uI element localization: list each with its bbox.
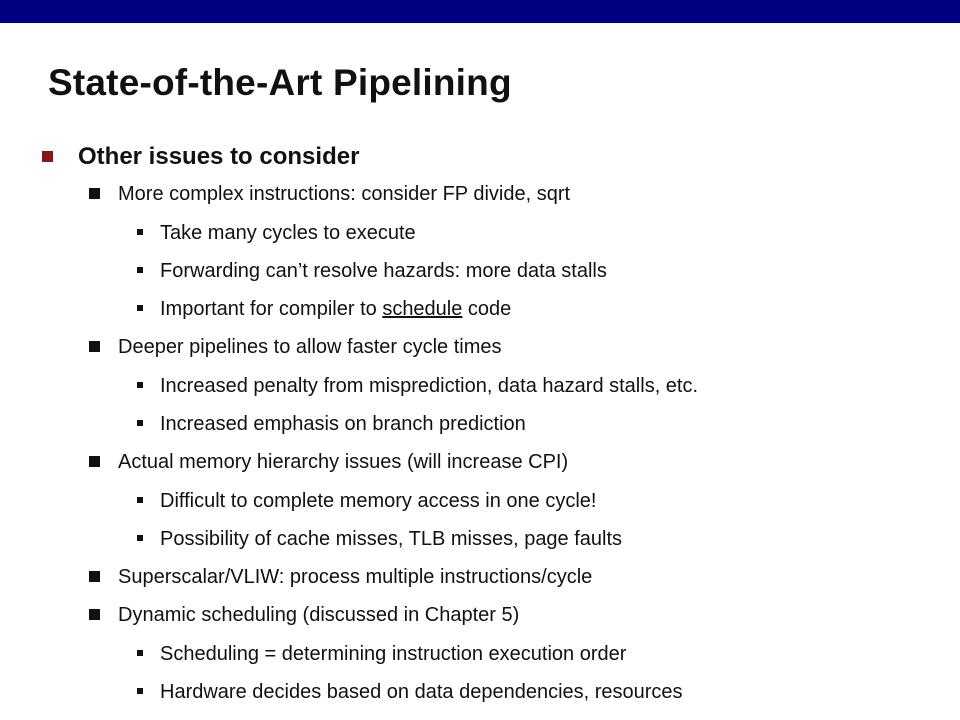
square-bullet-icon <box>137 229 143 235</box>
square-bullet-icon <box>137 497 143 503</box>
square-bullet-icon <box>137 535 143 541</box>
bullet-item: Superscalar/VLIW: process multiple instructions/cycle <box>118 566 593 588</box>
bullet-item: Actual memory hierarchy issues (will increase CPI) <box>118 451 569 473</box>
sub-bullet-item: Scheduling = determining instruction execution order <box>160 643 627 665</box>
sub-bullet-item: Increased emphasis on branch prediction <box>160 413 526 435</box>
top-banner-bar <box>0 0 960 23</box>
square-bullet-icon <box>137 420 143 426</box>
square-bullet-icon <box>137 267 143 273</box>
square-bullet-icon <box>89 341 100 352</box>
slide-title: State-of-the-Art Pipelining <box>48 62 512 103</box>
square-bullet-icon <box>89 609 100 620</box>
bullet-item: More complex instructions: consider FP divide, sqrt <box>118 183 571 205</box>
sub-bullet-item <box>160 299 511 319</box>
square-bullet-icon <box>137 650 143 656</box>
square-bullet-icon <box>89 456 100 467</box>
sub-bullet-item: Increased penalty from misprediction, data hazard stalls, etc. <box>160 375 699 397</box>
bullet-item: Deeper pipelines to allow faster cycle times <box>118 336 502 358</box>
bullet-item: Dynamic scheduling (discussed in Chapter 5) <box>118 604 520 626</box>
square-bullet-icon <box>137 688 143 694</box>
sub-bullet-item: Take many cycles to execute <box>160 222 416 244</box>
sub-bullet-item: Forwarding can’t resolve hazards: more data stalls <box>160 260 607 282</box>
sub-bullet-text: code <box>462 298 512 320</box>
sub-bullet-item: Difficult to complete memory access in one cycle! <box>160 490 597 512</box>
square-bullet-icon <box>89 571 100 582</box>
section-heading: Other issues to consider <box>78 143 360 170</box>
square-bullet-icon <box>137 382 143 388</box>
sub-bullet-text: Important for compiler to <box>160 298 383 320</box>
square-bullet-icon <box>89 188 100 199</box>
square-bullet-icon <box>42 151 53 162</box>
sub-bullet-item: Hardware decides based on data dependencies, resources <box>160 681 683 703</box>
underlined-word: schedule <box>382 298 463 320</box>
sub-bullet-item: Possibility of cache misses, TLB misses, page faults <box>160 528 623 550</box>
square-bullet-icon <box>137 305 143 311</box>
